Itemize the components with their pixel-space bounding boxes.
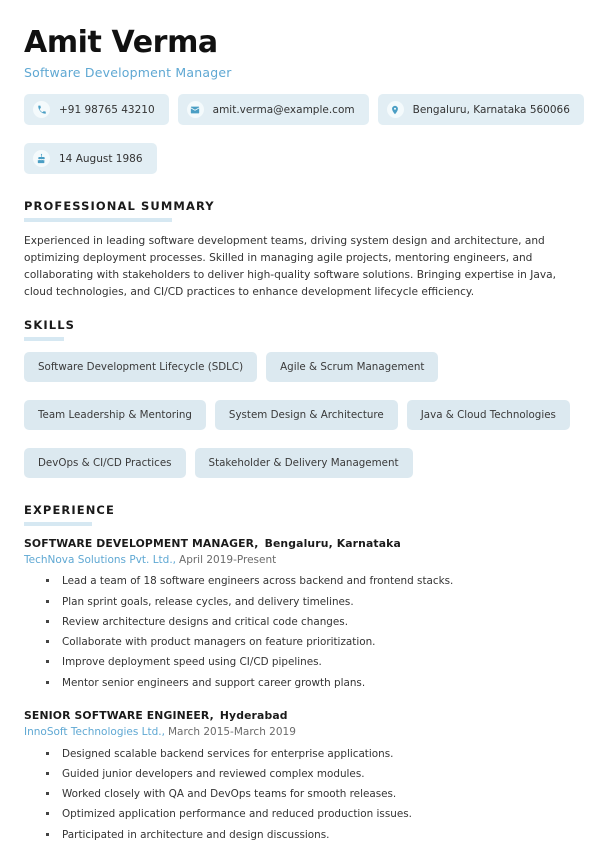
envelope-icon [187,101,204,118]
job-company: TechNova Solutions Pvt. Ltd., [24,553,177,566]
section-heading-experience: EXPERIENCE [24,502,115,517]
job-title: SOFTWARE DEVELOPMENT MANAGER, [24,536,259,550]
job-bullet: Optimized application performance and reduced production issues. [46,807,584,827]
job-bullet: Lead a team of 18 software engineers across backend and frontend stacks. [46,574,584,594]
contact-value: +91 98765 43210 [59,103,155,116]
skill-chip[interactable]: Agile & Scrum Management [266,352,438,382]
job-meta-line [24,726,584,740]
section-underline [24,218,172,222]
skill-chip[interactable]: Stakeholder & Delivery Management [195,448,413,478]
job-dates: March 2015-March 2019 [167,725,296,738]
resume-header [24,26,584,80]
skill-chip[interactable]: Software Development Lifecycle (SDLC) [24,352,257,382]
skills-section [24,314,584,487]
experience-entry [24,537,584,696]
experience-section [24,499,584,848]
job-title-line [24,537,584,550]
job-location: Hyderabad [219,708,288,722]
job-dates: April 2019-Present [179,553,277,566]
job-bullet: Mentor senior engineers and support career growth plans. [46,676,584,696]
experience-entry [24,709,584,848]
job-bullet: Improve deployment speed using CI/CD pipelines. [46,655,584,675]
contact-chip[interactable] [178,94,369,125]
job-bullet: Participated in architecture and design discussions. [46,828,584,848]
skills-chip-row [24,352,584,487]
job-meta-line [24,554,584,568]
candidate-name: Amit Verma [24,25,218,60]
job-title: SENIOR SOFTWARE ENGINEER, [24,708,214,722]
section-underline [24,337,64,341]
skill-chip[interactable]: DevOps & CI/CD Practices [24,448,186,478]
job-bullet: Review architecture designs and critical code changes. [46,615,584,635]
professional-summary-section [24,195,584,302]
job-company: InnoSoft Technologies Ltd., [24,725,165,738]
job-bullet: Collaborate with product managers on feature prioritization. [46,635,584,655]
job-bullet-list [24,574,584,696]
job-bullet: Guided junior developers and reviewed complex modules. [46,767,584,787]
section-underline [24,522,92,526]
job-bullet-list [24,747,584,848]
job-location: Bengaluru, Karnataka [264,536,401,550]
contact-value: 14 August 1986 [59,152,143,165]
skill-chip[interactable]: Team Leadership & Mentoring [24,400,206,430]
job-bullet: Plan sprint goals, release cycles, and delivery timelines. [46,595,584,615]
contact-chip[interactable] [378,94,584,125]
contact-chip[interactable] [24,143,157,174]
summary-text: Experienced in leading software development teams, driving system design and architecture, and optimizing deployment processes. Skilled in managing agile projects, mentoring engineers, and collaborating with stakeholders to deliver high-quality software solutions. Bringing expertise in Java, cloud technologies, and CI/CD practices to enhance development lifecycle efficiency. [24,235,557,299]
birthday-cake-icon [33,150,50,167]
location-pin-icon [387,101,404,118]
section-heading-skills: SKILLS [24,317,76,332]
job-title-line [24,709,584,722]
section-heading-summary: PROFESSIONAL SUMMARY [24,199,215,213]
contact-value: amit.verma@example.com [212,103,355,116]
contact-value: Bengaluru, Karnataka 560066 [412,103,570,116]
job-bullet: Designed scalable backend services for enterprise applications. [46,747,584,767]
contact-chip[interactable] [24,94,169,125]
skill-chip[interactable]: System Design & Architecture [215,400,398,430]
job-bullet: Worked closely with QA and DevOps teams for smooth releases. [46,787,584,807]
skill-chip[interactable]: Java & Cloud Technologies [407,400,570,430]
experience-list [24,537,584,848]
candidate-role: Software Development Manager [24,65,232,80]
phone-icon [33,101,50,118]
contact-info-row [24,94,584,183]
